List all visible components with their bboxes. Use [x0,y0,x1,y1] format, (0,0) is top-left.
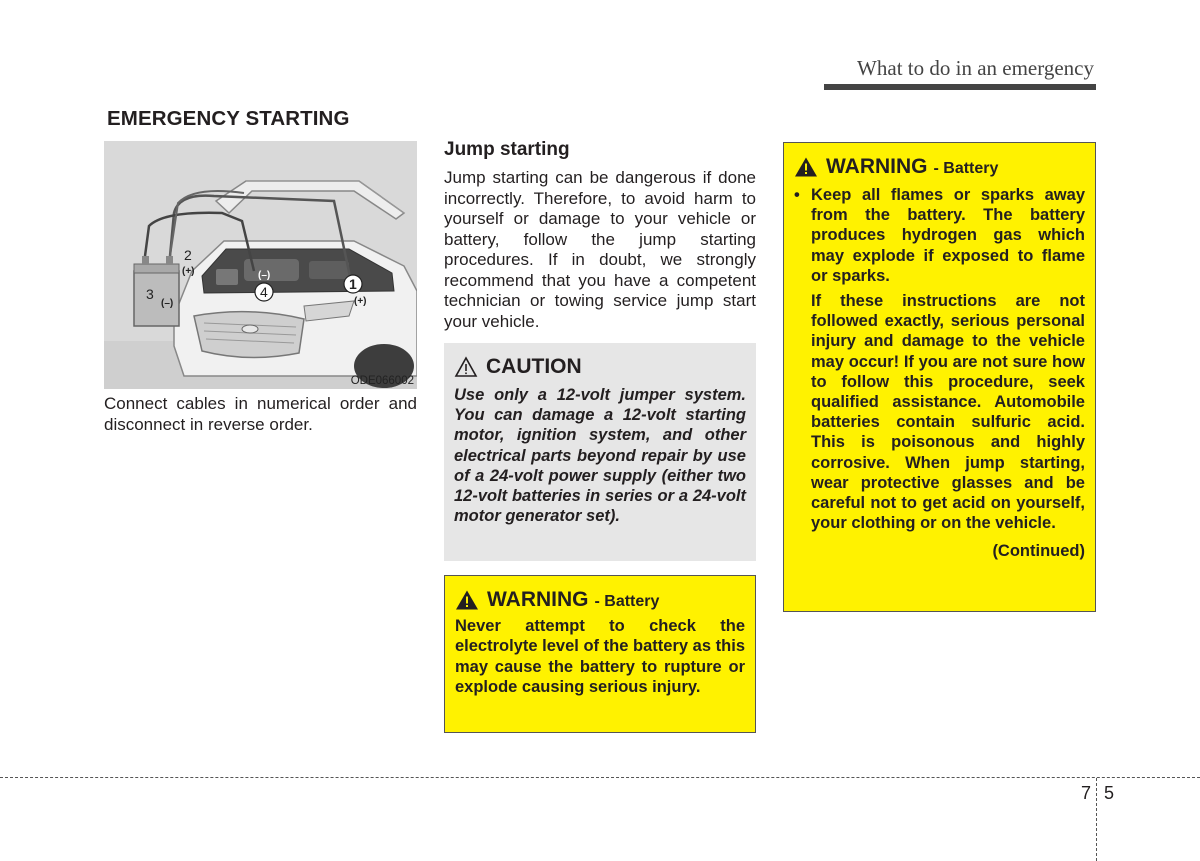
bullet: • [794,186,800,204]
car-battery-diagram [104,141,417,389]
warning-text-1: Never attempt to check the electrolyte level of the battery as this may cause the battery to rupture or explode causing serious injury. [455,617,745,696]
plus-label-battery: (+) [182,266,195,277]
page-number: 5 [1104,783,1115,803]
chapter-number: 7 [1081,783,1092,803]
minus-label-car: (–) [258,270,271,281]
marker-4: 4 [260,284,268,300]
minus-label-battery: (–) [161,298,174,309]
caution-title: CAUTION [486,355,582,378]
page-header-title: What to do in an emergency [857,56,1094,80]
section-title: EMERGENCY STARTING [107,107,350,130]
warning-para-1: Keep all flames or sparks away from the battery. The battery produces hydrogen gas which may explode if exposed to flame or sparks. [811,186,1085,285]
marker-3: 3 [146,286,154,302]
warning-title-1: WARNING [487,588,589,611]
marker-1: 1 [349,276,357,292]
jump-starting-body: Jump starting can be dangerous if done incorrectly. Therefore, to avoid harm to yourself or damage to your vehicle or battery, follow the jump starting procedures. If in doubt, we strongly recommend that you have a competent technician or towing service jump start your vehicle. [444,168,756,331]
list-item [794,185,1085,538]
header-rule [824,84,1096,90]
warning-title-2: WARNING [826,155,928,178]
caution-text: Use only a 12-volt jumper system. You can damage a 12-volt starting motor, ignition system, and other electrical parts beyond repair by use of a 24-volt power supply (either two 12-volt batteries in series or a 24-volt motor generator set). [454,386,746,526]
jump-starting-heading: Jump starting [444,139,570,160]
caution-box [444,343,756,561]
figure-caption: Connect cables in numerical order and disconnect in reverse order. [104,394,417,434]
warning-battery-box-2 [783,142,1096,612]
caution-triangle-icon [454,356,478,378]
warning-para-2: If these instructions are not followed exactly, serious personal injury and damage to the vehicle may occur! If you are not sure how to follow this procedure, seek qualified assistance. Automobile batteries contain sulfuric acid. This is poisonous and highly corrosive. When jump starting, wear protective glasses and be careful not to get acid on yourself, your clothing or on the vehicle. [811,292,1085,533]
footer-divider [0,777,1200,778]
warning-triangle-icon [794,156,818,178]
plus-label-car: (+) [354,296,367,307]
continued-label: (Continued) [992,542,1085,561]
warning-subtitle-1: - Battery [594,593,660,610]
marker-2: 2 [184,247,192,263]
figure-code: ODE066002 [350,375,414,387]
footer-vertical-divider [1096,778,1097,861]
warning-subtitle-2: - Battery [933,160,999,177]
jump-start-illustration [104,141,417,389]
warning-battery-box-1 [444,575,756,733]
warning-triangle-icon [455,589,479,611]
